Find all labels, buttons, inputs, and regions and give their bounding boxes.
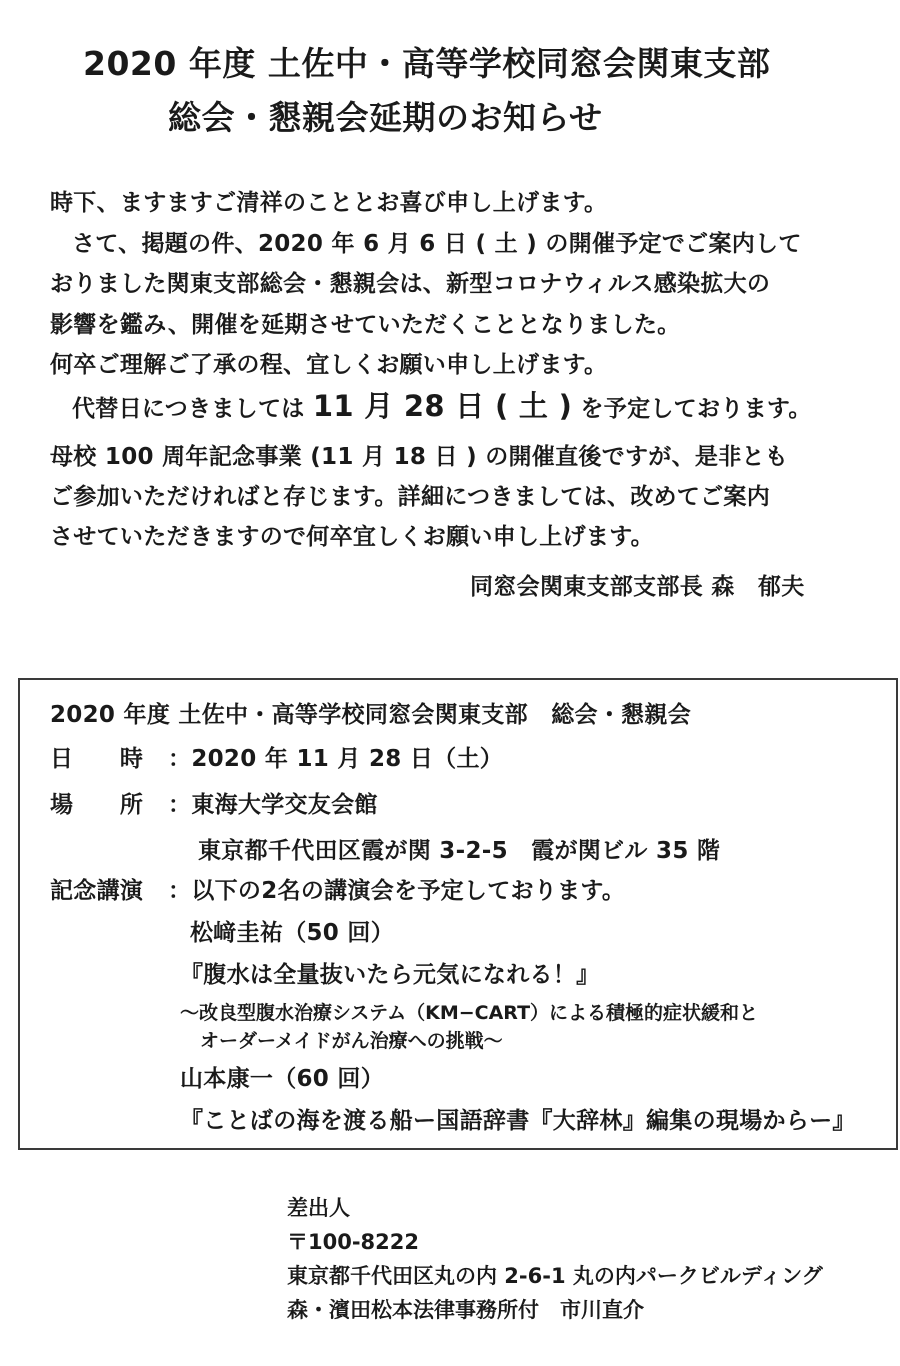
event-place-label: 場 所: [50, 792, 144, 818]
speaker-1-subtitle-2: オーダーメイドがん治療への挑戦～: [200, 1030, 503, 1052]
sender-address: 東京都千代田区丸の内 2-6-1 丸の内パークビルディング: [287, 1264, 823, 1288]
event-place-colon: ：: [168, 792, 192, 818]
letter-line-4: 影響を鑑み、開催を延期させていただくこととなりました。: [50, 312, 681, 338]
speaker-1-subtitle-1: ～改良型腹水治療システム（KM−CART）による積極的症状緩和と: [180, 1002, 759, 1024]
letter-line-1: 時下、ますますご清祥のこととお喜び申し上げます。: [50, 190, 608, 216]
letter-alt-date-pre: 代替日につきましては: [72, 396, 305, 422]
sender-label: 差出人: [287, 1196, 350, 1220]
event-lecture-row: [50, 872, 625, 905]
letter-line-6: [72, 384, 812, 425]
sender-postal-code: 〒100-8222: [287, 1230, 419, 1254]
title-line-1: 2020 年度 土佐中・高等学校同窓会関東支部: [83, 44, 771, 83]
speaker-2-name: 山本康一（60 回）: [180, 1066, 385, 1092]
event-lecture-colon: ：: [168, 878, 192, 904]
letter-line-8: ご参加いただければと存じます。詳細につきましては、改めてご案内: [50, 484, 770, 510]
event-date-colon: ：: [168, 746, 192, 772]
event-date-row: [50, 740, 503, 773]
letter-line-5: 何卒ご理解ご了承の程、宜しくお願い申し上げます。: [50, 352, 608, 378]
event-address: 東京都千代田区霞が関 3-2-5 霞が関ビル 35 階: [198, 838, 721, 864]
speaker-1-title: 『腹水は全量抜いたら元気になれる！』: [180, 962, 600, 988]
sender-name: 森・濱田松本法律事務所付 市川直介: [287, 1298, 644, 1322]
letter-line-7: 母校 100 周年記念事業 (11 月 18 日 ) の開催直後ですが、是非とも: [50, 444, 789, 470]
event-place-row: [50, 786, 378, 819]
event-date-label: 日 時: [50, 746, 144, 772]
letter-signature: 同窓会関東支部支部長 森 郁夫: [470, 574, 805, 600]
speaker-1-name: 松﨑圭祐（50 回）: [190, 920, 395, 946]
speaker-2-title: 『ことばの海を渡る船ー国語辞書『大辞林』編集の現場からー』: [180, 1108, 856, 1134]
letter-alt-date: 11 月 28 日 ( 土 ): [312, 389, 573, 423]
event-date-value: 2020 年 11 月 28 日（土）: [191, 746, 504, 772]
event-lecture-label: 記念講演: [50, 878, 144, 904]
letter-line-2: さて、掲題の件、2020 年 6 月 6 日 ( 土 ) の開催予定でご案内して: [72, 231, 802, 257]
letter-line-3: おりました関東支部総会・懇親会は、新型コロナウィルス感染拡大の: [50, 271, 771, 297]
event-place-value: 東海大学交友会館: [191, 792, 378, 818]
event-lecture-value: 以下の2名の講演会を予定しております。: [191, 878, 626, 904]
title-line-2: 総会・懇親会延期のお知らせ: [168, 98, 603, 137]
event-heading: 2020 年度 土佐中・高等学校同窓会関東支部 総会・懇親会: [50, 702, 692, 728]
letter-line-9: させていただきますので何卒宜しくお願い申し上げます。: [50, 524, 654, 550]
letter-alt-date-post: を予定しております。: [580, 396, 812, 422]
